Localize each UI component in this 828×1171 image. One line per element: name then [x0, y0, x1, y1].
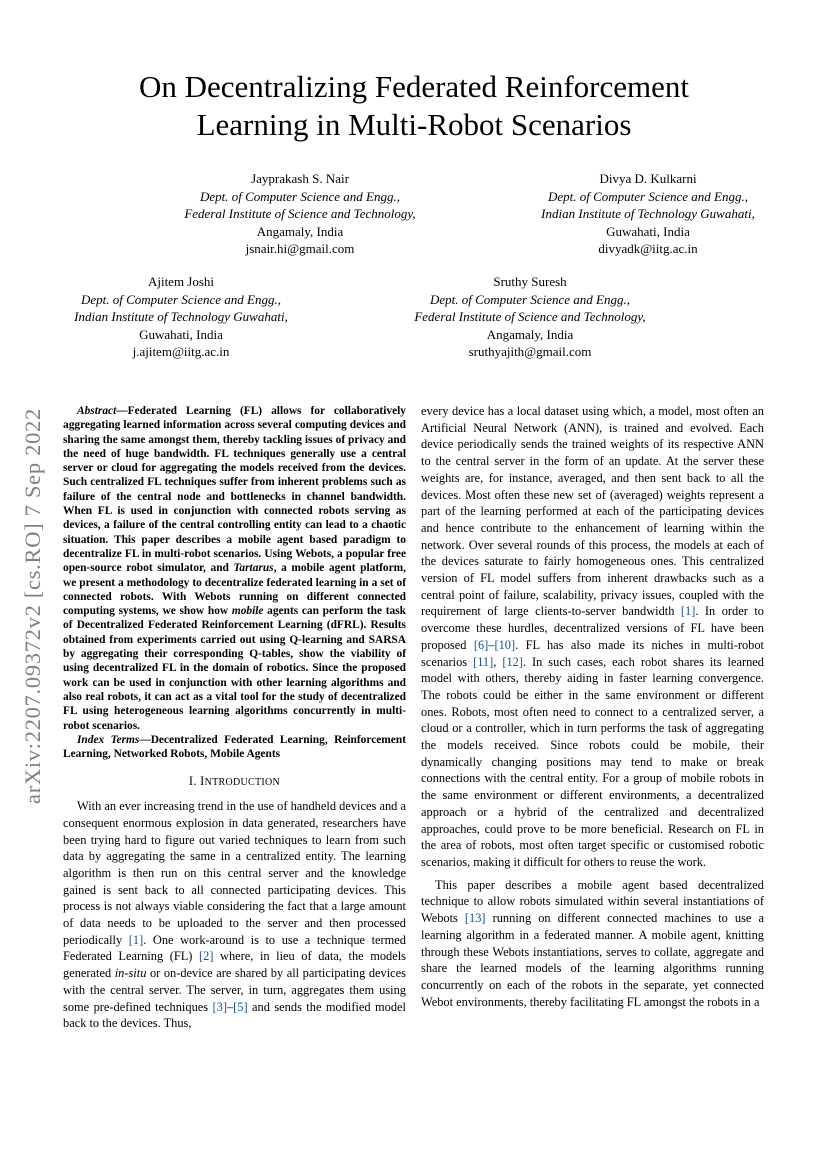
author-city: Angamaly, India: [486, 326, 574, 342]
intro-paragraph-1-continued: [421, 403, 764, 871]
author-name: Jayprakash S. Nair: [251, 171, 349, 186]
author-city: Guwahati, India: [139, 326, 223, 342]
author-block-4: [390, 273, 670, 360]
author-email: jsnair.hi@gmail.com: [245, 240, 355, 256]
citation-link[interactable]: [1]: [128, 932, 144, 947]
citation-link[interactable]: [6]: [473, 637, 489, 652]
text-run: –: [488, 637, 495, 652]
text-run: . FL has also made its niches in multi-robot scenarios: [421, 637, 764, 669]
text-run: . In order to overcome these hurdles, decentralized versions of FL have been proposed: [421, 604, 764, 652]
author-institute: Indian Institute of Technology Guwahati,: [74, 309, 288, 325]
author-email: divyadk@iitg.ac.in: [598, 240, 698, 256]
text-run: running on different connected machines to use a learning algorithm in a federated manner. A mobile agent, knitting through these Webots instantiations, serves to collate, aggregate and share the learned models of the learning algorithms running concurrently on each of the robots in the separate, yet connected Webot environments, thereby facilitating FL amongst the robots in a: [421, 911, 764, 1009]
author-dept: Dept. of Computer Science and Engg.,: [429, 292, 630, 308]
citation-link[interactable]: [1]: [680, 604, 696, 619]
author-name: Divya D. Kulkarni: [599, 171, 697, 186]
citation-link[interactable]: [2]: [199, 949, 214, 964]
text-run: . In such cases, each robot shares its learned model with others, thereby aiding in faster learning convergence. The robots could be either in the same environment or different ones. Robots, most often need to connect to a centralized server, a cloud or a controller, which in turn performs the task of aggregating the models received. Since robots could be mobile, their dynamically changing positions may tend to make or break connections with the central entity. For a group of mobile robots in the same environment or different environments, a decentralized approach or a hybrid of the centralized and decentralized approaches, could prove to be more beneficial. Research on FL in the area of robots, most often target specific or customised robotic scenarios, making it difficult for others to reuse the work.: [421, 654, 764, 869]
index-terms-label: Index Terms: [77, 733, 140, 746]
title-line-2: Learning in Multi-Robot Scenarios: [196, 107, 632, 142]
author-email: sruthyajith@gmail.com: [468, 343, 592, 359]
title-line-1: On Decentralizing Federated Reinforcement: [138, 69, 689, 104]
intro-paragraph-1: With an ever increasing trend in the use of handheld devices and a consequent enormous explosion in data generated, researchers have been trying hard to figure out varied techniques to learn from such data by aggregating the same in a centralized entity. The learning algorithm is then run on this central server and the knowledge gained is sent back to all connected participating devices. This process is not always viable considering the fact that a large amount of data needs to be uploaded to the server and then processed periodically [1]. One work-around is to use a technique termed Federated Learning (FL) [2] where, in lieu of data, the models generated in-situ or on-device are shared by all participating devices with the central server. The server, in turn, aggregates them using some pre-defined techniques [3]–[5] and sends the modified model back to the devices. Thus,: [63, 799, 406, 1031]
author-email: j.ajitem@iitg.ac.in: [132, 343, 230, 359]
citation-link[interactable]: [10]: [494, 637, 516, 652]
author-dept: Dept. of Computer Science and Engg.,: [547, 189, 748, 205]
author-block-2: [500, 170, 796, 257]
citation-link[interactable]: [13]: [464, 911, 486, 926]
citation-link[interactable]: [11]: [473, 654, 494, 669]
author-block-3: [50, 273, 312, 360]
citation-link[interactable]: [5]: [233, 999, 248, 1014]
author-name: Sruthy Suresh: [493, 274, 567, 289]
author-institute: Federal Institute of Science and Technology,: [414, 309, 646, 325]
citation-link[interactable]: [3]: [212, 999, 227, 1014]
arxiv-identifier: arXiv:2207.09372v2 [cs.RO] 7 Sep 2022: [20, 408, 45, 804]
section-heading-introduction: I. INTRODUCTION: [188, 774, 281, 789]
text-run: This paper describes a mobile agent based decentralized technique to allow robots simulated within several instantiations of Webots: [421, 877, 764, 926]
author-city: Guwahati, India: [606, 223, 690, 239]
author-dept: Dept. of Computer Science and Engg.,: [199, 189, 400, 205]
text-run: ,: [493, 654, 503, 669]
right-column: [421, 403, 764, 1010]
author-dept: Dept. of Computer Science and Engg.,: [80, 292, 281, 308]
intro-paragraph-2: [421, 877, 764, 1011]
index-terms: Index Terms—Decentralized Federated Learning, Reinforcement Learning, Networked Robots, Mobile Agents: [63, 733, 406, 761]
author-institute: Indian Institute of Technology Guwahati,: [541, 206, 755, 222]
abstract: Abstract—Federated Learning (FL) allows for collaboratively aggregating learned information across several computing devices and sharing the same amongst them, thereby tackling issues of privacy and the need of huge bandwidth. FL techniques generally use a central server or cloud for aggregating the models received from the devices. Such centralized FL techniques suffer from inherent problems such as failure of the central node and bottlenecks in channel bandwidth. When FL is used in conjunction with connected robots serving as devices, a failure of the central controlling entity can lead to a chaotic situation. This paper describes a mobile agent based paradigm to decentralize FL in multi-robot scenarios. Using Webots, a popular free open-source robot simulator, and Tartarus, a mobile agent platform, we present a methodology to decentralize federated learning in a set of connected robots. With Webots running on different connected computing systems, we show how mobile agents can perform the task of Decentralized Federated Reinforcement Learning (dFRL). Results obtained from experiments carried out using Q-learning and SARSA by aggregating their corresponding Q-tables, show the viability of using decentralized FL in the domain of robotics. Since the proposed work can be used in conjunction with other learning algorithms and also real robots, it can act as a vital tool for the study of decentralized FL using heterogeneous learning algorithms concurrently in multi-robot scenarios.: [63, 405, 406, 732]
author-institute: Federal Institute of Science and Technology,: [184, 206, 416, 222]
left-column: [63, 404, 406, 1032]
author-block-1: [150, 170, 450, 257]
author-city: Angamaly, India: [256, 223, 344, 239]
citation-link[interactable]: [12]: [502, 654, 523, 669]
paper-title: [60, 68, 768, 144]
text-run: every device has a local dataset using which, a model, most often an Artificial Neural Network (ANN), is trained and evolved. Each device periodically sends the trained weights of its respective ANN to the central server in the form of an update. At the server these weights are, for instance, averaged, and then sent back to all the devices. Most often these new set of (averaged) weights represent a part of the learning performed at each of the participating devices and hence contribute to the enhancement of learning within the network. Over several rounds of this process, the models at each of the devices saturate to fairly homogeneous ones. This centralized version of FL model suffers from inherent drawbacks such as a central point of failure, scalability, privacy issues, coupled with the requirement of large clients-to-server bandwidth: [421, 404, 764, 619]
abstract-label: Abstract: [77, 405, 117, 417]
author-name: Ajitem Joshi: [147, 274, 215, 289]
